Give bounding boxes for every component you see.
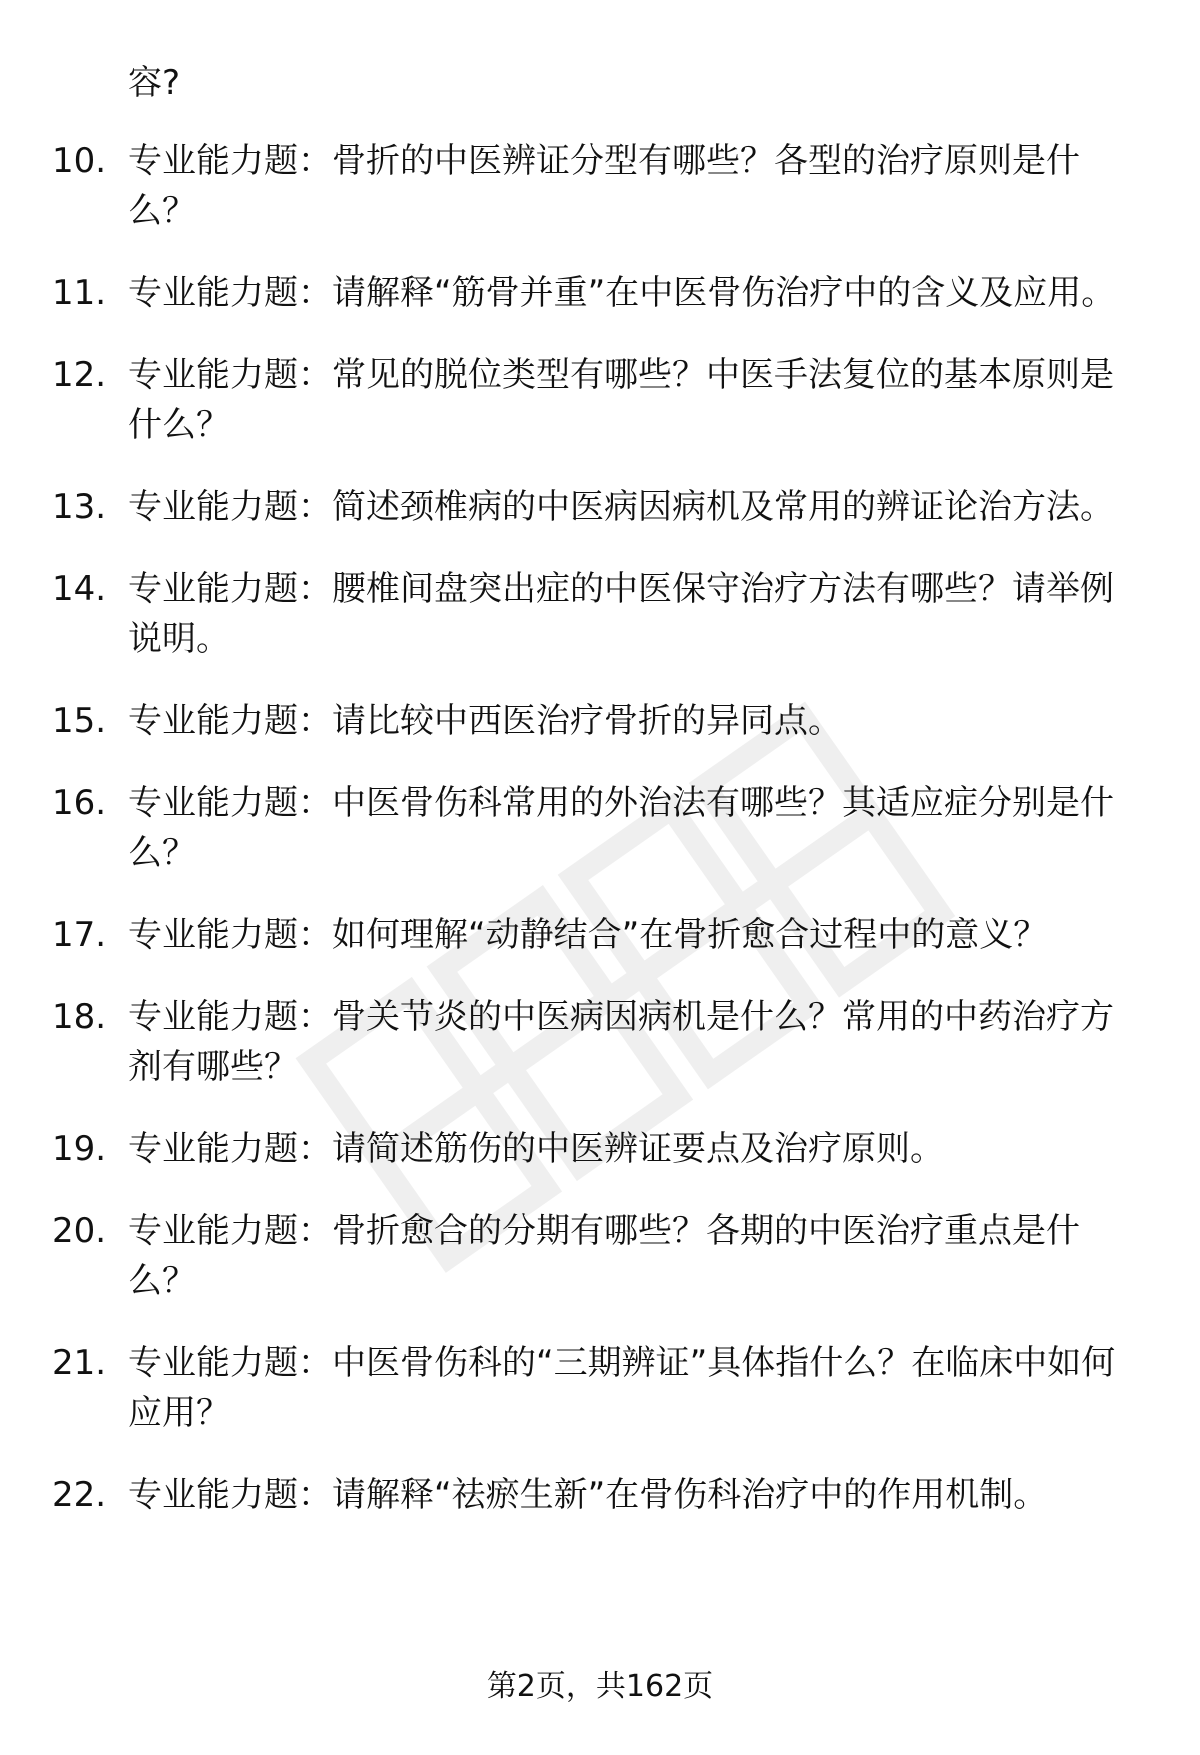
question-number: 11. <box>52 273 107 313</box>
question-item <box>0 1206 1200 1306</box>
question-number: 15. <box>52 701 107 741</box>
question-item <box>0 992 1200 1092</box>
question-number: 20. <box>52 1211 107 1251</box>
question-text: 专业能力题：请简述筋伤的中医辨证要点及治疗原则。 <box>128 1129 944 1169</box>
continuation-text: 容? <box>128 63 181 103</box>
question-item <box>0 910 1200 960</box>
question-text: 专业能力题：中医骨伤科常用的外治法有哪些？其适应症分别是什么？ <box>128 783 1114 873</box>
question-text: 专业能力题：请解释“祛瘀生新”在骨伤科治疗中的作用机制。 <box>128 1475 1048 1515</box>
question-number: 21. <box>52 1343 107 1383</box>
question-item <box>0 136 1200 236</box>
question-item <box>0 350 1200 450</box>
question-item <box>0 696 1200 746</box>
question-number: 19. <box>52 1129 107 1169</box>
page-number-label: 第2页，共162页 <box>486 1669 714 1704</box>
question-item <box>0 482 1200 532</box>
question-text: 专业能力题：请比较中西医治疗骨折的异同点。 <box>128 701 842 741</box>
question-number: 16. <box>52 783 107 823</box>
question-item <box>0 268 1200 318</box>
question-text: 专业能力题：中医骨伤科的“三期辨证”具体指什么？在临床中如何应用？ <box>128 1343 1116 1433</box>
question-text: 专业能力题：简述颈椎病的中医病因病机及常用的辨证论治方法。 <box>128 487 1114 527</box>
question-text: 专业能力题：常见的脱位类型有哪些？中医手法复位的基本原则是什么？ <box>128 355 1114 445</box>
question-number: 18. <box>52 997 107 1037</box>
question-item <box>0 778 1200 878</box>
question-number: 13. <box>52 487 107 527</box>
question-number: 22. <box>52 1475 107 1515</box>
question-number: 14. <box>52 569 107 609</box>
question-text: 专业能力题：如何理解“动静结合”在骨折愈合过程中的意义？ <box>128 915 1048 955</box>
question-item <box>0 564 1200 664</box>
question-list <box>0 136 1200 1552</box>
question-number: 10. <box>52 141 107 181</box>
question-text: 专业能力题：请解释“筋骨并重”在中医骨伤治疗中的含义及应用。 <box>128 273 1116 313</box>
question-text: 专业能力题：骨折愈合的分期有哪些？各期的中医治疗重点是什么？ <box>128 1211 1080 1301</box>
question-item <box>0 1470 1200 1520</box>
question-item <box>0 1124 1200 1174</box>
question-text: 专业能力题：腰椎间盘突出症的中医保守治疗方法有哪些？请举例说明。 <box>128 569 1114 659</box>
question-text: 专业能力题：骨折的中医辨证分型有哪些？各型的治疗原则是什么？ <box>128 141 1080 231</box>
question-text: 专业能力题：骨关节炎的中医病因病机是什么？常用的中药治疗方剂有哪些？ <box>128 997 1114 1087</box>
question-number: 12. <box>52 355 107 395</box>
question-item <box>0 1338 1200 1438</box>
question-number: 17. <box>52 915 107 955</box>
page-footer <box>0 1665 1200 1709</box>
